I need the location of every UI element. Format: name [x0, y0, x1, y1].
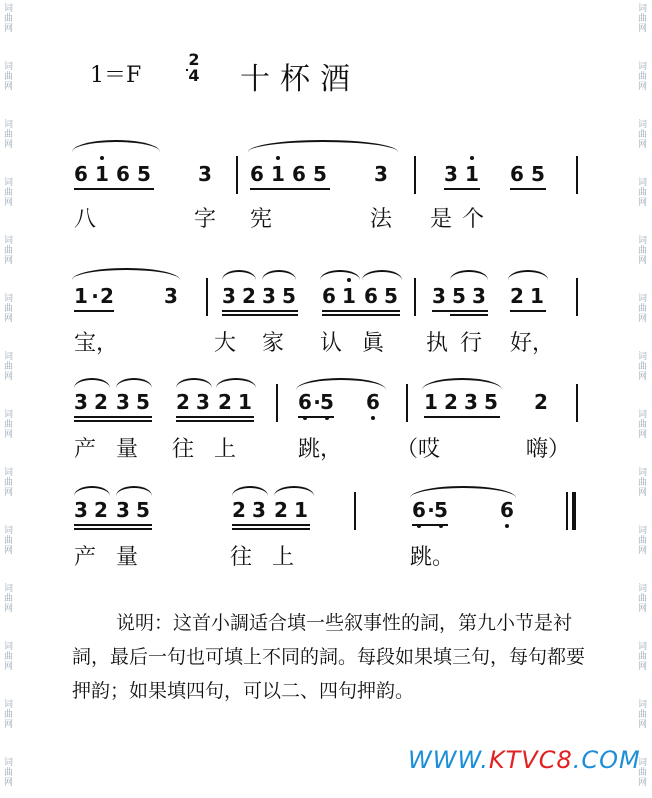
lyrics-line-2: 宝， 大 家 认 眞 执 行 好，	[74, 331, 555, 356]
margin-watermark-text: 词曲网	[638, 352, 648, 382]
slur-arc	[176, 378, 212, 388]
bar-line	[576, 384, 578, 422]
note: ·	[427, 498, 435, 522]
beam-line	[250, 188, 330, 190]
beam-line	[298, 416, 334, 418]
beam-line	[222, 314, 298, 316]
note-5: 5	[531, 162, 545, 186]
note: 5	[136, 498, 150, 522]
note: 1	[342, 286, 356, 306]
note: 3	[116, 390, 130, 414]
time-signature: 2 4	[184, 52, 204, 84]
note-5: 5	[313, 162, 327, 186]
note-3: 3	[374, 162, 388, 186]
beam-line	[322, 314, 400, 316]
slur-arc	[116, 378, 152, 388]
note: 2	[274, 498, 288, 522]
beam-line	[432, 310, 488, 312]
beam-line	[444, 188, 480, 190]
margin-watermark-text: 词曲网	[638, 4, 648, 34]
margin-watermark-text: 词曲网	[638, 758, 648, 788]
beam-line	[74, 416, 152, 418]
margin-watermark-text: 词曲网	[4, 410, 14, 440]
margin-watermark-text: 词曲网	[638, 468, 648, 498]
note: 5	[136, 390, 150, 414]
margin-watermark-text: 词曲网	[4, 236, 14, 266]
margin-watermark-text: 词曲网	[4, 352, 14, 382]
note: 3	[222, 284, 236, 308]
note: 3	[116, 498, 130, 522]
note: 1	[294, 498, 308, 522]
note-5: 5	[137, 162, 151, 186]
note: 5	[484, 390, 498, 414]
bar-line	[414, 156, 416, 194]
song-title-header	[90, 50, 450, 97]
margin-watermark-text: 词曲网	[4, 758, 14, 788]
slur-arc	[296, 378, 386, 390]
note: 1	[530, 284, 544, 308]
song-title: 十杯酒	[240, 62, 360, 97]
bar-line	[406, 384, 408, 422]
margin-watermark-text: 词曲网	[638, 62, 648, 92]
note: 6	[412, 500, 426, 520]
note: 3	[472, 284, 486, 308]
margin-watermark-text: 词曲网	[4, 4, 14, 34]
slur-arc	[72, 268, 180, 280]
note: ·	[91, 284, 99, 308]
bar-line	[576, 278, 578, 316]
note: 5	[434, 500, 448, 520]
margin-watermark-text: 词曲网	[4, 294, 14, 324]
note: 5	[452, 284, 466, 308]
margin-watermark-text: 词曲网	[4, 526, 14, 556]
margin-watermark-text: 词曲网	[4, 700, 14, 730]
note: 2	[444, 390, 458, 414]
note-3: 3	[198, 162, 212, 186]
note: 3	[252, 498, 266, 522]
beam-line	[412, 524, 448, 526]
beam-line	[74, 188, 154, 190]
margin-watermark-text: 词曲网	[638, 178, 648, 208]
margin-watermark-text: 词曲网	[4, 468, 14, 498]
beam-line	[424, 416, 500, 418]
note-3: 3	[444, 162, 458, 186]
beam-line	[232, 528, 310, 530]
explanation-paragraph: 说明：这首小調适合填一些叙事性的詞，第九小节是衬詞，最后一句也可填上不同的詞。每段如果填三句，每句都要押韵；如果填四句，可以二、四句押韵。	[72, 612, 586, 702]
margin-watermark-text: 词曲网	[638, 584, 648, 614]
margin-watermark-text: 词曲网	[638, 410, 648, 440]
note: ·	[313, 390, 321, 414]
note-6: 6	[292, 162, 306, 186]
lyrics-line-3: 产 量 往 上 跳， （哎 嗨）	[74, 437, 571, 462]
note: 1	[74, 284, 88, 308]
slur-arc	[72, 140, 160, 152]
bar-line	[576, 156, 578, 194]
lyrics-line-1: 八 字 宪 法 是 个	[74, 207, 485, 232]
slur-arc	[232, 486, 268, 496]
margin-watermark-text: 词曲网	[638, 700, 648, 730]
note: 3	[74, 390, 88, 414]
bar-line	[354, 492, 356, 530]
note: 3	[74, 498, 88, 522]
slur-arc	[74, 378, 110, 388]
slur-arc	[216, 378, 256, 388]
note: 6	[500, 500, 514, 520]
note: 5	[320, 392, 334, 412]
notation	[0, 476, 652, 536]
beam-line	[232, 524, 310, 526]
beam-line	[74, 420, 152, 422]
slur-arc	[116, 486, 152, 496]
margin-watermark-text: 词曲网	[638, 294, 648, 324]
beam-line	[222, 310, 298, 312]
slur-arc	[450, 270, 488, 280]
note-6: 6	[116, 162, 130, 186]
note: 3	[196, 390, 210, 414]
margin-watermark-text: 词曲网	[4, 584, 14, 614]
note: 1	[238, 390, 252, 414]
slur-arc	[320, 270, 360, 280]
bar-line	[566, 492, 568, 530]
slur-arc	[262, 270, 296, 280]
note: 2	[94, 498, 108, 522]
note: 2	[218, 390, 232, 414]
beam-line	[322, 310, 400, 312]
bar-line	[236, 156, 238, 194]
notation	[0, 140, 652, 200]
note: 5	[282, 284, 296, 308]
slur-arc	[74, 486, 110, 496]
slur-arc	[362, 270, 402, 280]
beam-line	[510, 310, 546, 312]
margin-watermark-text: 词曲网	[638, 642, 648, 672]
note-6: 6	[510, 162, 524, 186]
beam-line	[176, 420, 254, 422]
note: 2	[534, 390, 548, 414]
note: 2	[100, 284, 114, 308]
margin-watermark-text: 词曲网	[4, 642, 14, 672]
note: 3	[164, 284, 178, 308]
note: 3	[464, 390, 478, 414]
slur-arc	[248, 140, 398, 152]
site-watermark: WWW.KTVC8.COM	[408, 746, 641, 774]
note: 1	[424, 390, 438, 414]
note: 2	[232, 498, 246, 522]
key-signature: 1＝F	[90, 63, 142, 88]
note: 5	[384, 284, 398, 308]
slur-arc	[508, 270, 548, 280]
note-1-high: 1	[465, 164, 479, 184]
margin-watermark-text: 词曲网	[4, 62, 14, 92]
margin-watermark-text: 词曲网	[638, 120, 648, 150]
note: 6	[322, 284, 336, 308]
note: 3	[432, 284, 446, 308]
note: 2	[510, 284, 524, 308]
bar-line	[414, 278, 416, 316]
notation	[0, 262, 652, 322]
bar-line	[276, 384, 278, 422]
slur-arc	[422, 378, 502, 390]
note: 6	[364, 284, 378, 308]
margin-watermark-text: 词曲网	[4, 178, 14, 208]
beam-line	[450, 314, 488, 316]
note: 2	[94, 390, 108, 414]
bar-line	[572, 492, 576, 530]
note: 6	[366, 392, 380, 412]
beam-line	[74, 524, 152, 526]
note: 2	[176, 390, 190, 414]
note-1-high: 1	[95, 164, 109, 184]
note: 3	[262, 284, 276, 308]
slur-arc	[274, 486, 314, 496]
slur-arc	[222, 270, 256, 280]
slur-arc	[410, 486, 516, 498]
margin-watermark-text: 词曲网	[638, 236, 648, 266]
bar-line	[206, 278, 208, 316]
note-6: 6	[74, 162, 88, 186]
beam-line	[74, 528, 152, 530]
bar-line	[186, 69, 188, 71]
margin-watermark-text: 词曲网	[4, 120, 14, 150]
notation	[0, 368, 652, 428]
lyrics-line-4: 产 量 往 上 跳。	[74, 545, 455, 570]
margin-watermark-text: 词曲网	[638, 526, 648, 556]
note-1-high: 1	[271, 164, 285, 184]
beam-line	[176, 416, 254, 418]
note: 2	[242, 284, 256, 308]
beam-line	[74, 310, 114, 312]
note-6: 6	[250, 162, 264, 186]
beam-line	[510, 188, 546, 190]
note: 6	[298, 392, 312, 412]
